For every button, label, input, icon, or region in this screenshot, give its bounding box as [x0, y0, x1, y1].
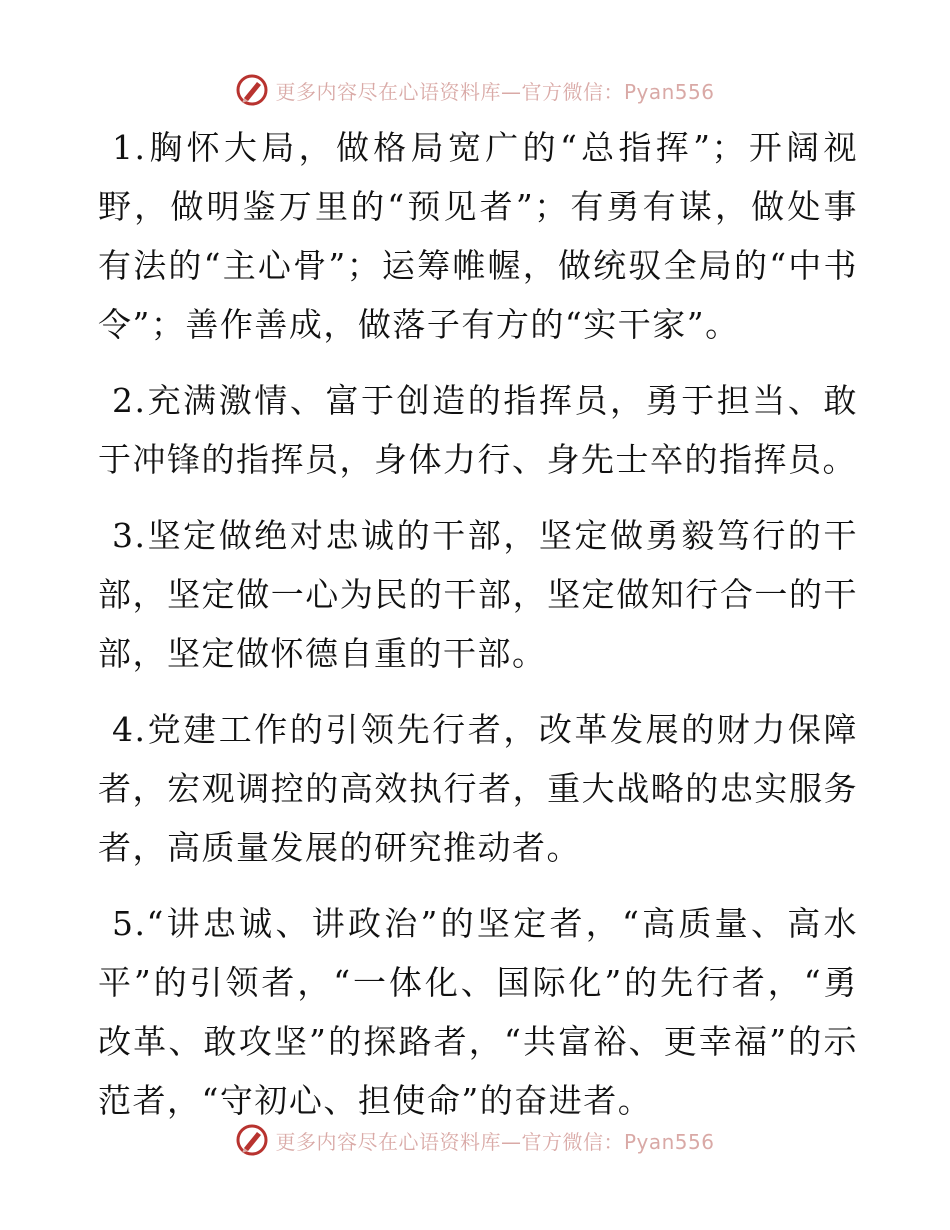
paragraph-text: 充满激情、富于创造的指挥员，勇于担当、敢于冲锋的指挥员，身体力行、身先士卒的指挥员。: [98, 381, 858, 479]
paragraph-2: [98, 371, 858, 489]
paragraph-1: [98, 118, 858, 354]
paragraph-number: 5.: [112, 904, 147, 943]
paragraph-text: 党建工作的引领先行者，改革发展的财力保障者，宏观调控的高效执行者，重大战略的忠实服务者，高质量发展的研究推动者。: [98, 710, 858, 867]
watermark-text: 更多内容尽在心语资料库—官方微信：Pyan556: [275, 79, 715, 104]
document-body: [98, 118, 858, 1147]
pen-logo-icon: [235, 1123, 269, 1157]
paragraph-text: “讲忠诚、讲政治”的坚定者，“高质量、高水平”的引领者，“一体化、国际化”的先行者，“勇改革、敢攻坚”的探路者，“共富裕、更幸福”的示范者，“守初心、担使命”的奋进者。: [98, 904, 858, 1120]
header-watermark: [0, 70, 950, 110]
paragraph-4: [98, 700, 858, 877]
paragraph-number: 2.: [112, 381, 147, 420]
paragraph-text: 坚定做绝对忠诚的干部，坚定做勇毅笃行的干部，坚定做一心为民的干部，坚定做知行合一的干部，坚定做怀德自重的干部。: [98, 516, 858, 673]
paragraph-number: 3.: [112, 516, 147, 555]
paragraph-number: 4.: [112, 710, 147, 749]
watermark-text: 更多内容尽在心语资料库—官方微信：Pyan556: [275, 1129, 715, 1154]
paragraph-text: 胸怀大局，做格局宽广的“总指挥”；开阔视野，做明鉴万里的“预见者”；有勇有谋，做处事有法的“主心骨”；运筹帷幄，做统驭全局的“中书令”；善作善成，做落子有方的“实干家”。: [98, 128, 858, 344]
paragraph-number: 1.: [112, 128, 147, 167]
paragraph-3: [98, 506, 858, 683]
pen-logo-icon: [235, 73, 269, 107]
footer-watermark: [0, 1120, 950, 1160]
paragraph-5: [98, 894, 858, 1130]
